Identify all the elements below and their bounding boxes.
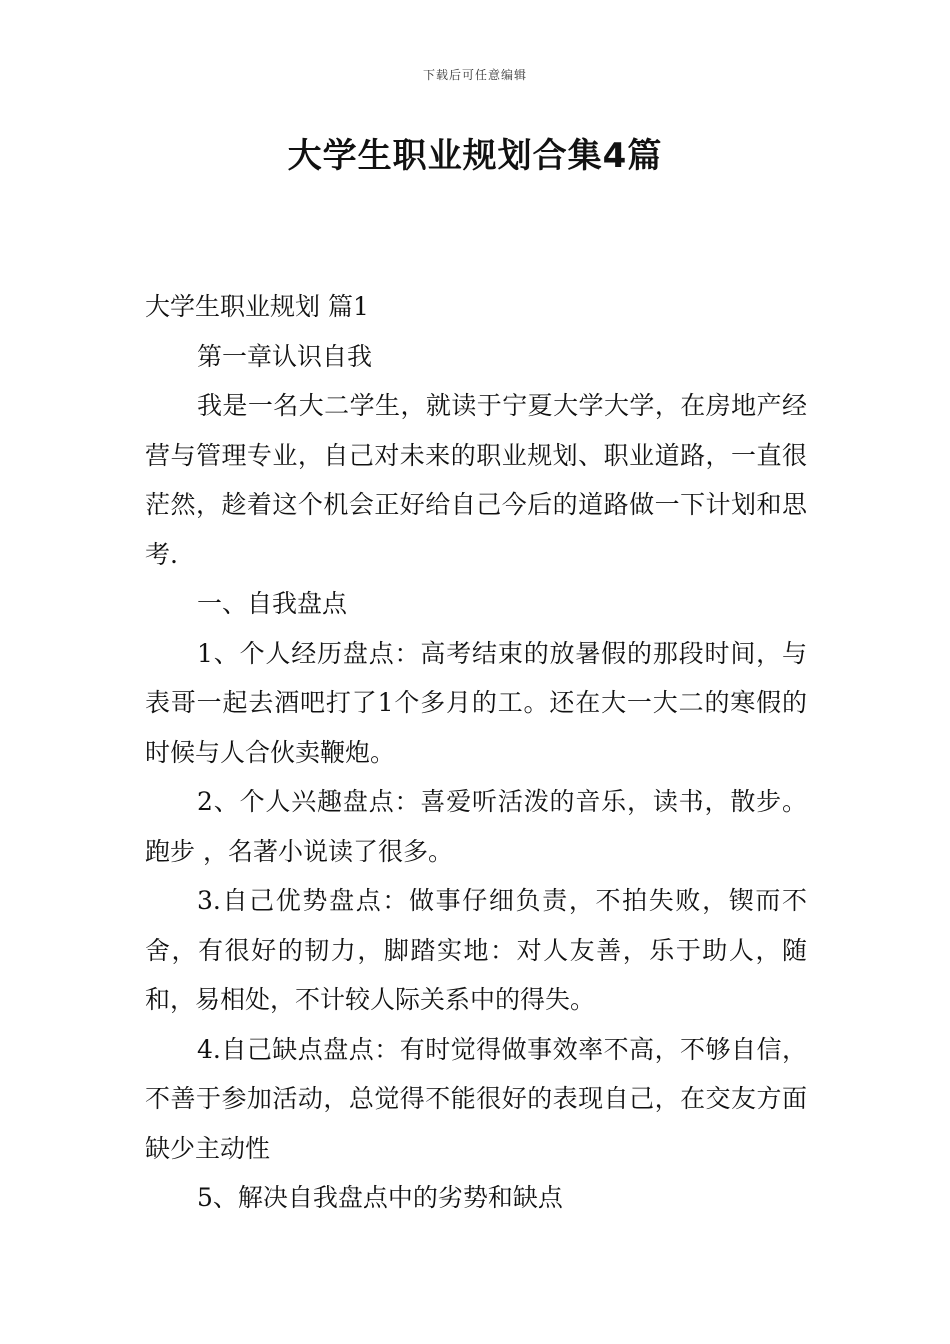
- chapter-heading: 第一章认识自我: [197, 341, 373, 371]
- paragraph-experience: 1、个人经历盘点：高考结束的放暑假的那段时间，与表哥一起去酒吧打了1个多月的工。还在大一大二的寒假的时候与人合伙卖鞭炮。: [145, 638, 807, 767]
- paragraph-solutions: 5、解决自我盘点中的劣势和缺点: [197, 1183, 563, 1212]
- paragraph-interests: 2、个人兴趣盘点：喜爱听活泼的音乐，读书，散步。跑步 ，名著小说读了很多。: [145, 787, 807, 866]
- paragraph-strengths: 3.自己优势盘点：做事仔细负责，不拍失败，锲而不舍，有很好的韧力，脚踏实地：对人友善，乐于助人，随和，易相处，不计较人际关系中的得失。: [145, 886, 807, 1014]
- section-heading: 大学生职业规划 篇1: [145, 292, 369, 321]
- paragraph-weaknesses: 4.自己缺点盘点：有时觉得做事效率不高，不够自信，不善于参加活动，总觉得不能很好的表现自己，在交友方面缺少主动性: [145, 1034, 807, 1163]
- subsection-heading: 一、自我盘点: [197, 589, 348, 618]
- document-body: [145, 282, 807, 1223]
- document-title: 大学生职业规划合集4篇: [287, 136, 663, 176]
- header-note: 下载后可任意编辑: [422, 68, 527, 82]
- paragraph-intro: 我是一名大二学生，就读于宁夏大学大学，在房地产经营与管理专业，自己对未来的职业规划、职业道路，一直很茫然，趁着这个机会正好给自己今后的道路做一下计划和思考.: [145, 391, 807, 569]
